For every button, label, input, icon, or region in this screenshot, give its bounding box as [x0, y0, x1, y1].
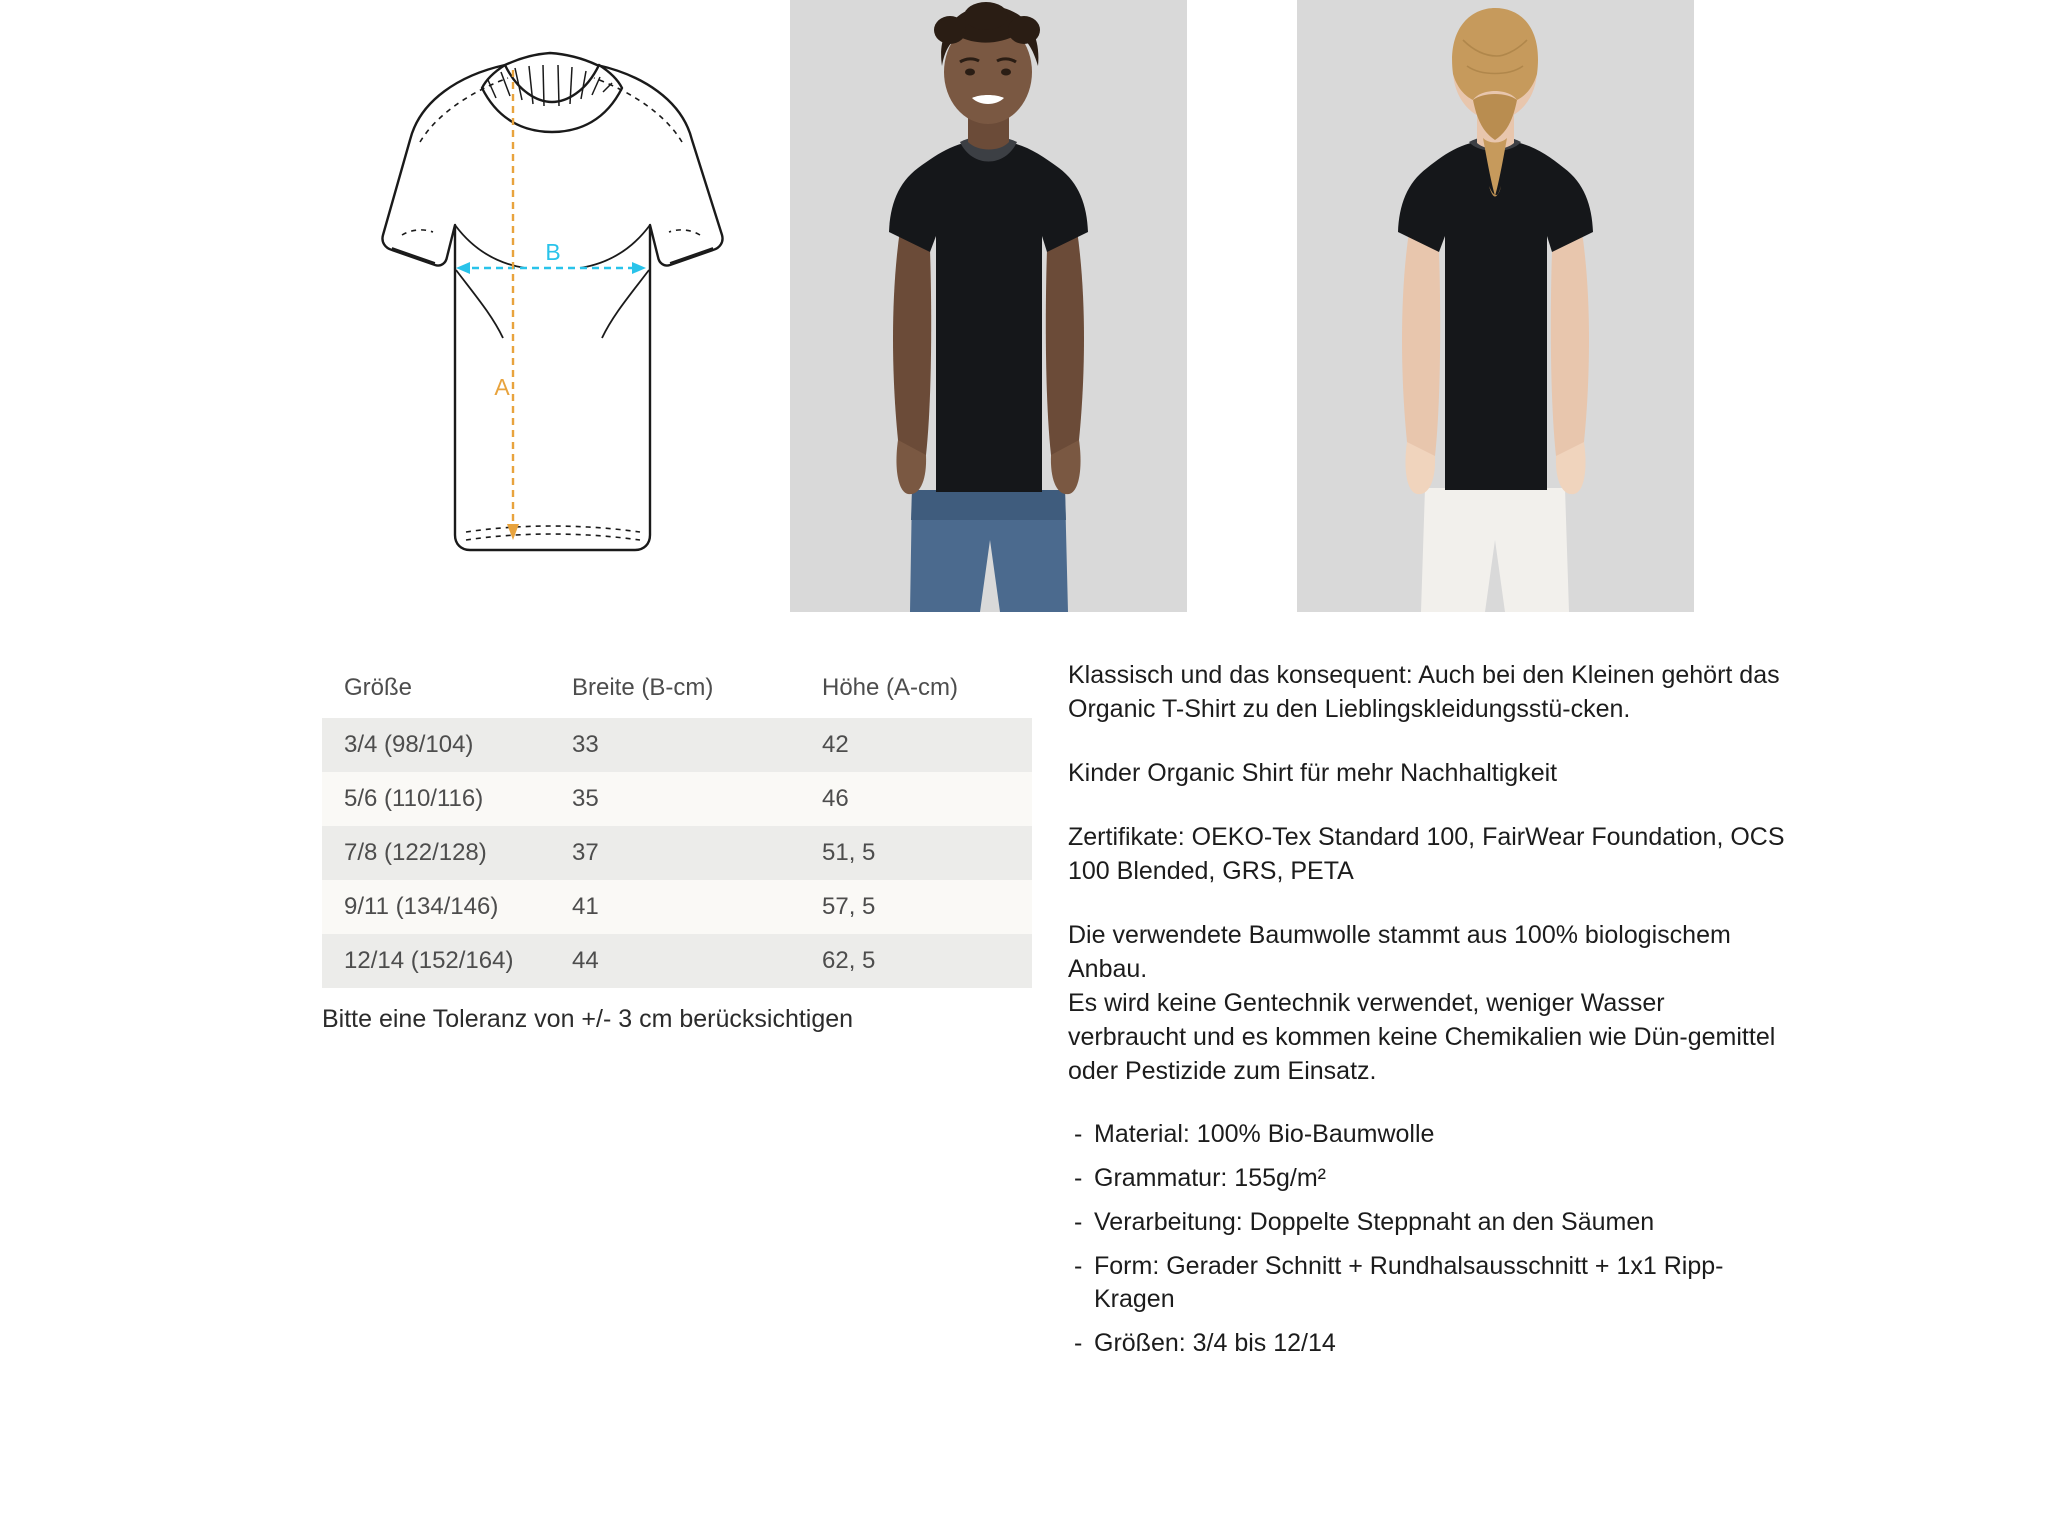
cell-width: 37: [550, 826, 800, 880]
cell-width: 33: [550, 718, 800, 772]
top-row: [0, 0, 2048, 614]
table-header-row: [322, 660, 1032, 718]
cell-size: 7/8 (122/128): [322, 826, 550, 880]
cell-size: 3/4 (98/104): [322, 718, 550, 772]
cell-height: 42: [800, 718, 1032, 772]
list-item: - Größen: 3/4 bis 12/14: [1068, 1327, 1788, 1360]
list-item: - Form: Gerader Schnitt + Rundhalsausschnitt + 1x1 Ripp-Kragen: [1068, 1250, 1788, 1316]
list-item: - Grammatur: 155g/m²: [1068, 1162, 1788, 1195]
description-intro: Klassisch und das konsequent: Auch bei den Kleinen gehört das Organic T-Shirt zu den Lieblingskleidungsstü-cken.: [1068, 661, 1780, 723]
cell-width: 41: [550, 880, 800, 934]
list-item: - Material: 100% Bio-Baumwolle: [1068, 1118, 1788, 1151]
description-cotton-2: Es wird keine Gentechnik verwendet, weniger Wasser verbraucht und es kommen keine Chemikalien wie Dün-gemittel oder Pestizide zum Einsatz.: [1068, 989, 1776, 1085]
table-row: [322, 772, 1032, 826]
cell-size: 12/14 (152/164): [322, 934, 550, 988]
header-size: Größe: [322, 660, 550, 718]
cell-size: 9/11 (134/146): [322, 880, 550, 934]
size-table-element: [322, 660, 1032, 988]
cell-width: 44: [550, 934, 800, 988]
header-width: Breite (B-cm): [550, 660, 800, 718]
size-table: [322, 660, 1032, 988]
cell-size: 5/6 (110/116): [322, 772, 550, 826]
cell-height: 46: [800, 772, 1032, 826]
spec-list: [1068, 1118, 1788, 1360]
tshirt-technical-drawing: [270, 20, 790, 590]
product-description: [1068, 658, 1788, 1371]
product-photo-front: [790, 0, 1187, 612]
cell-width: 35: [550, 772, 800, 826]
table-row: [322, 880, 1032, 934]
product-photo-back: [1297, 0, 1694, 612]
svg-text:A: A: [494, 374, 510, 400]
svg-text:B: B: [545, 239, 561, 265]
description-certificates: Zertifikate: OEKO-Tex Standard 100, FairWear Foundation, OCS 100 Blended, GRS, PETA: [1068, 823, 1785, 885]
description-cotton-1: Die verwendete Baumwolle stammt aus 100% biologischem Anbau.: [1068, 921, 1731, 983]
cell-height: 62, 5: [800, 934, 1032, 988]
table-row: [322, 826, 1032, 880]
header-height: Höhe (A-cm): [800, 660, 1032, 718]
cell-height: 57, 5: [800, 880, 1032, 934]
table-row: [322, 934, 1032, 988]
list-item: - Verarbeitung: Doppelte Steppnaht an den Säumen: [1068, 1206, 1788, 1239]
cell-height: 51, 5: [800, 826, 1032, 880]
description-tagline: Kinder Organic Shirt für mehr Nachhaltigkeit: [1068, 759, 1558, 787]
tolerance-note: Bitte eine Toleranz von +/- 3 cm berücksichtigen: [322, 1005, 854, 1033]
table-row: [322, 718, 1032, 772]
